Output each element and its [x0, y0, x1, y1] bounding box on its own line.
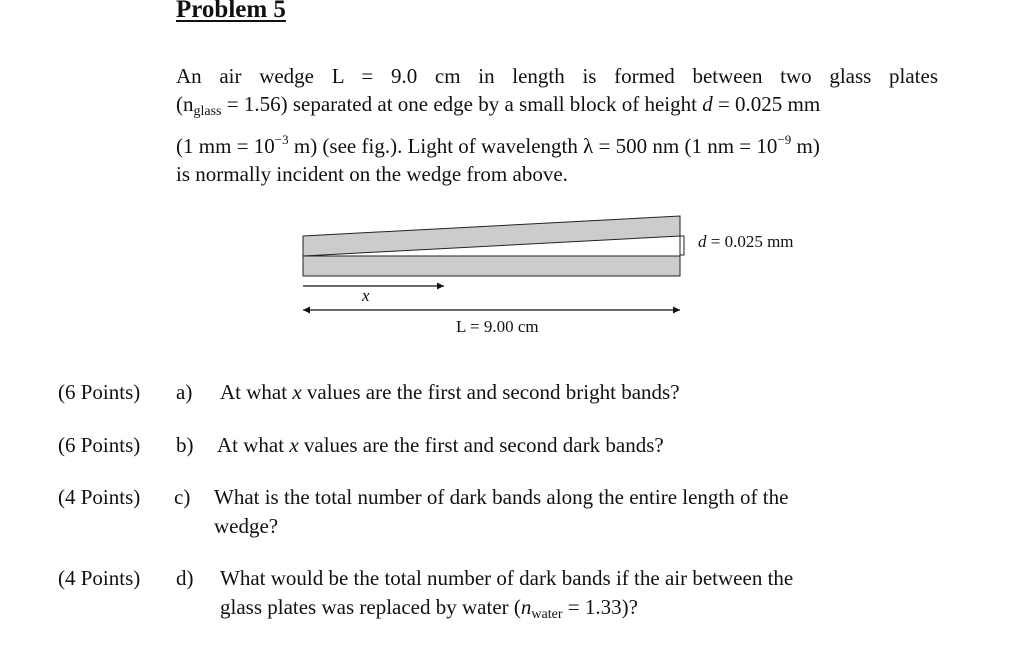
question-c-text-line-1: What is the total number of dark bands along the entire length of the — [214, 485, 789, 509]
statement-line-3: (1 mm = $10^{-3}$ m) (see fig.). Light of wavelength λ = 500 nm (1 nm = $10^{-9}$ m) — [176, 132, 820, 158]
question-b-label: b) — [176, 433, 194, 457]
question-d-label: d) — [176, 566, 194, 590]
question-d-text-line-1: What would be the total number of dark bands if the air between the — [220, 566, 794, 590]
question-a-text: At what x values are the first and second bright bands? — [220, 380, 680, 404]
question-c-label: c) — [174, 485, 191, 509]
question-c-points: (4 Points) — [58, 485, 141, 509]
statement-line-4: is normally incident on the wedge from above. — [176, 162, 568, 186]
length-label: L = 9.00 cm — [456, 317, 539, 336]
question-d-text-line-2: glass plates was replaced by water $(n_{water} = 1.33)$? — [220, 595, 638, 622]
spacer-block — [680, 236, 684, 255]
question-b-text: At what x values are the first and second dark bands? — [217, 433, 664, 457]
block-height-label: d = 0.025 mm — [698, 232, 794, 251]
x-arrow-label: x — [362, 286, 370, 305]
problem-title: Problem 5 — [176, 0, 286, 23]
statement-line-2: $(n_{glass} = 1.56)$ separated at one edge by a small block of height d = 0.025 mm — [176, 92, 821, 119]
question-a-label: a) — [176, 380, 193, 404]
top-glass-plate — [303, 216, 680, 256]
statement-line-1: An air wedge L = 9.0 cm in length is formed between two glass plates — [176, 64, 938, 88]
question-c-text-line-2: wedge? — [214, 514, 279, 538]
question-b-points: (6 Points) — [58, 433, 141, 457]
question-a-points: (6 Points) — [58, 380, 141, 404]
bottom-glass-plate — [303, 256, 680, 276]
question-d-points: (4 Points) — [58, 566, 141, 590]
